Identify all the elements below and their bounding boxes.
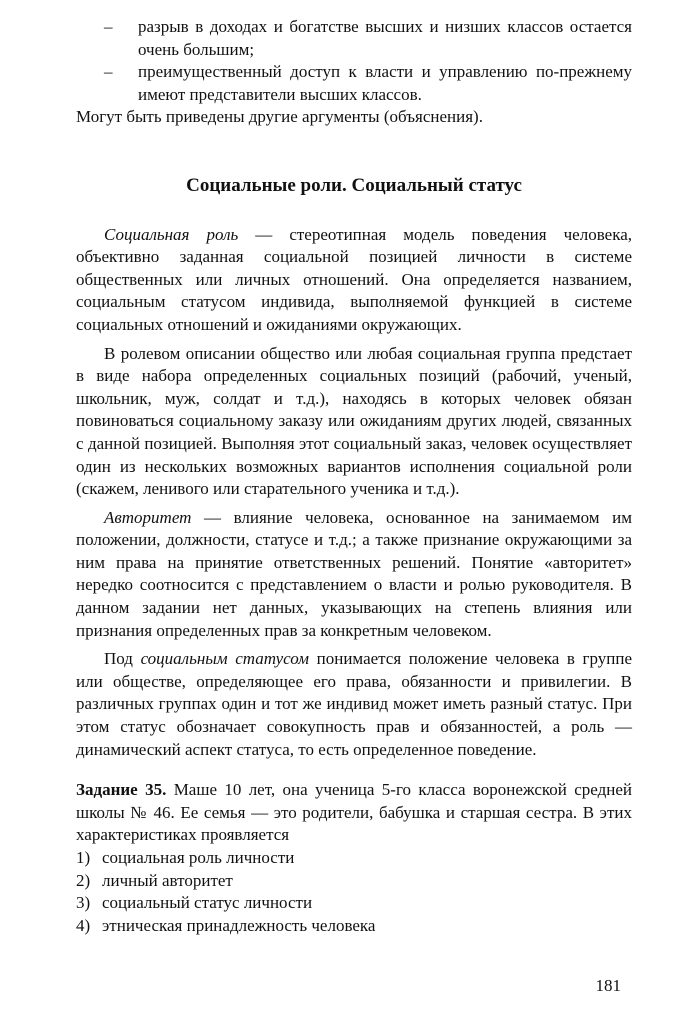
option-text: этническая принадлежность человека <box>102 915 376 935</box>
paragraph-role-description: В ролевом описании общество или любая социальная группа предстает в виде набора определенных социальных позиций (рабочий, ученый, школьник, муж, солдат и т.д.), находясь в которых человек обязан повиноваться социальному заказу или ожиданиям других людей, связанных с данной позицией. Выполняя этот социальный заказ, человек осуществляет один из нескольких возможных вариантов исполнения социальной роли (скажем, ленивого или старательного ученика и т.д.). <box>76 343 632 499</box>
paragraph-social-status <box>76 648 632 761</box>
task-35 <box>76 779 632 937</box>
bullet-text: разрыв в доходах и богатстве высших и низших классов остается очень большим; <box>138 17 632 59</box>
option-text: социальный статус личности <box>102 893 313 913</box>
task-label: Задание 35. <box>76 780 167 800</box>
option-number: 4) <box>76 915 91 935</box>
task-text: Маше 10 лет, она ученица 5-го класса воронежской средней школы № 46. Ее семья — это родители, бабушка и старшая сестра. В этих характеристиках проявляется <box>76 780 632 845</box>
term-social-role: Социальная роль <box>104 224 239 244</box>
option-number: 2) <box>76 870 91 890</box>
bullet-text: преимущественный доступ к власти и управлению по-прежнему имеют представители высших классов. <box>138 62 632 104</box>
paragraph-text: — влияние человека, основанное на занимаемом им положении, должности, статусе и т.д.; а также признание окружающими за ним права на принятие ответственных решений. Понятие «авторитет» нередко соотносится с представлением о власти и ролью руководителя. В данном задании нет данных, указывающих на степень влияния или признания определенных прав за конкретным человеком. <box>76 507 632 640</box>
option-number: 3) <box>76 893 91 913</box>
option-text: социальная роль личности <box>102 848 295 867</box>
bullet-item <box>76 61 632 106</box>
answer-option <box>76 915 632 938</box>
page-number: 181 <box>595 976 621 995</box>
term-authority: Авторитет <box>104 507 192 527</box>
paragraph-social-role <box>76 224 632 337</box>
bullet-dash: – <box>104 17 113 36</box>
paragraph-authority <box>76 507 632 643</box>
paragraph-text: — стереотипная модель поведения человека, объективно заданная социальной позицией личности в системе общественных или личных отношений. Она определяется названием, социальным статусом индивида, выполняемой функцией в системе социальных отношений и ожиданиями окружающих. <box>76 224 632 334</box>
answer-option <box>76 892 632 915</box>
option-text: личный авторитет <box>102 870 233 890</box>
bullet-dash: – <box>104 62 113 82</box>
page-content <box>76 16 632 937</box>
paragraph-text-after: понимается положение человека в группе или обществе, определяющее его права, обязанности и привилегии. В различных группах один и тот же индивид может иметь разный статус. При этом статус обозначает совокупность прав и обязанностей, а роль — динамический аспект статуса, то есть определенное поведение. <box>76 649 633 759</box>
bullet-item <box>76 16 632 61</box>
task-question <box>76 779 632 847</box>
term-social-status: социальным статусом <box>140 649 310 669</box>
answer-option <box>76 847 632 870</box>
paragraph-text-before: Под <box>104 649 141 669</box>
answer-option <box>76 870 632 893</box>
section-heading: Социальные роли. Социальный статус <box>186 174 522 196</box>
other-arguments: Могут быть приведены другие аргументы (объяснения). <box>76 107 483 127</box>
option-number: 1) <box>76 848 91 867</box>
